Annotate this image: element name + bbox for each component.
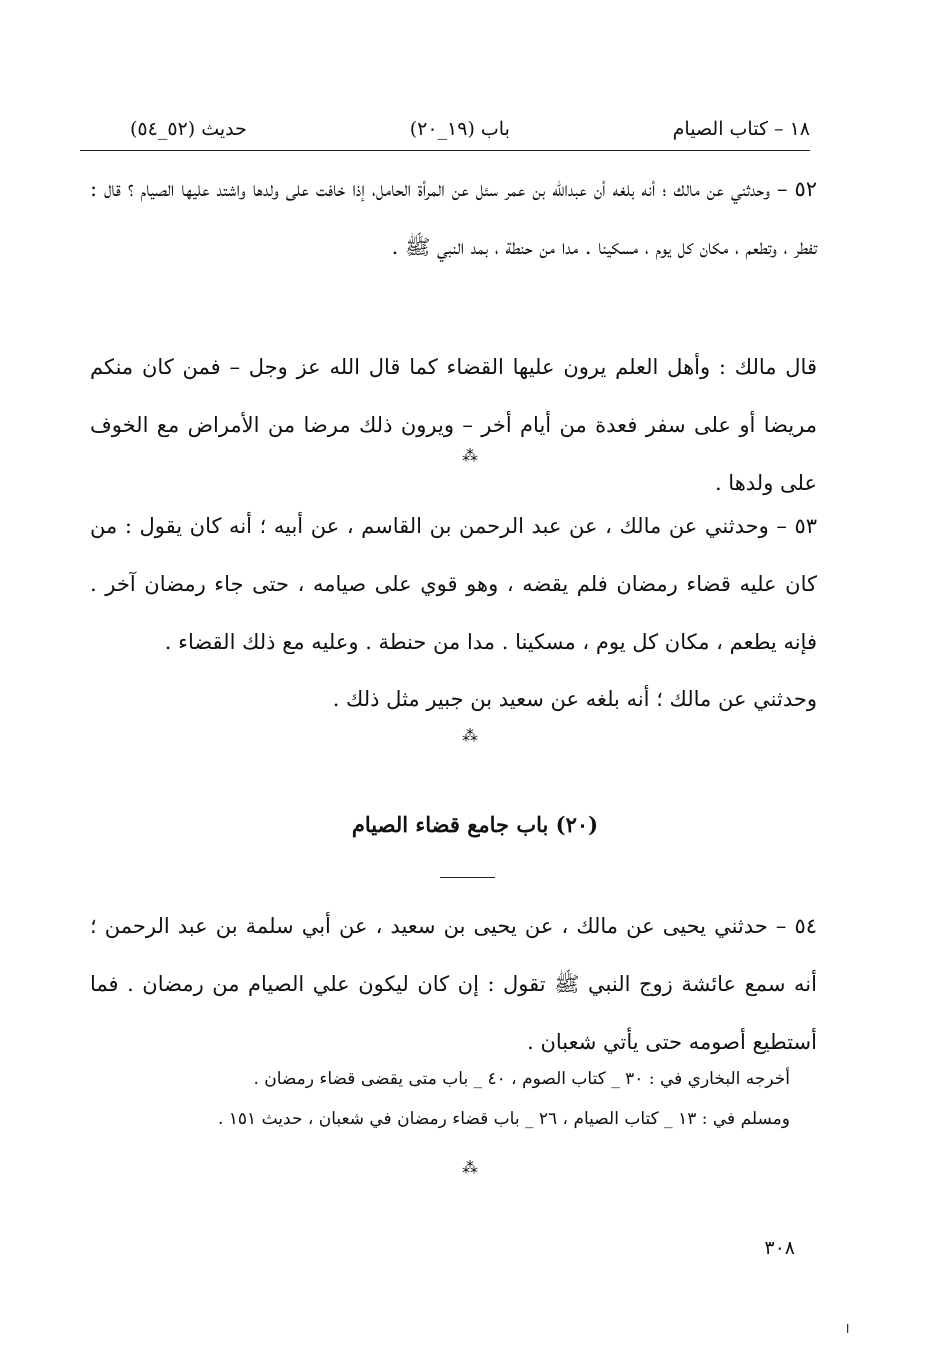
hadith-53-chain: وحدثني عن مالك ؛ أنه بلغه عن سعيد بن جبير مثل ذلك . — [332, 687, 817, 711]
header-divider — [80, 150, 810, 151]
hadith-52: ٥٢ – وحدثني عن مالك ؛ أنه بلغه أن عبدالله بن عمر سئل عن المرأة الحامل، إذا خافت على ولدها واشتد عليها الصيام ؟ قال : تفطر ، وتطعم ، مكان كل يوم ، مسكينا . مدا من حنطة ، بمد النبي ﷺ . — [90, 177, 817, 259]
chapter-title: (٢٠) باب جامع قضاء الصيام — [351, 812, 599, 837]
malik-commentary: قال مالك : وأهل العلم يرون عليها القضاء كما قال الله عز وجل – فمن كان منكم مريضا أو على سفر فعدة من أيام أخر – ويرون ذلك مرضا من الأمراض مع الخوف على ولدها . — [90, 355, 817, 495]
footnote-bukhari: أخرجه البخاري في : ٣٠ _ كتاب الصوم ، ٤٠ _ باب متى يقضى قضاء رمضان . — [253, 1069, 790, 1089]
hadith-53: ٥٣ – وحدثني عن مالك ، عن عبد الرحمن بن القاسم ، عن أبيه ؛ أنه كان يقول : من كان عليه قضاء رمضان فلم يقضه ، وهو قوي على صيامه ، حتى جاء رمضان آخر . فإنه يطعم ، مكان كل يوم ، مسكينا . مدا من حنطة . وعليه مع ذلك القضاء . — [90, 514, 817, 654]
running-header — [130, 112, 810, 146]
footnote-muslim: ومسلم في : ١٣ _ كتاب الصيام ، ٢٦ _ باب قضاء رمضان في شعبان ، حديث ١٥١ . — [217, 1109, 790, 1129]
header-hadith-range: (٥٢_٥٤) حديث — [130, 118, 247, 140]
header-book-title: ١٨ – كتاب الصيام — [672, 118, 810, 140]
page-number: ٣٠٨ — [764, 1237, 795, 1259]
asterism-ornament: ⁂ — [462, 726, 478, 745]
header-chapter-range: (١٩_٢٠) باب — [409, 118, 510, 140]
asterism-ornament: ⁂ — [462, 1158, 478, 1177]
hadith-54: ٥٤ – حدثني يحيى عن مالك ، عن يحيى بن سعيد ، عن أبي سلمة بن عبد الرحمن ؛ أنه سمع عائشة زوج النبي ﷺ تقول : إن كان ليكون علي الصيام من رمضان . فما أستطيع أصومه حتى يأتي شعبان . — [90, 914, 817, 1054]
margin-mark: ا — [846, 1322, 850, 1336]
asterism-ornament: ⁂ — [462, 446, 478, 465]
title-divider — [440, 877, 495, 878]
